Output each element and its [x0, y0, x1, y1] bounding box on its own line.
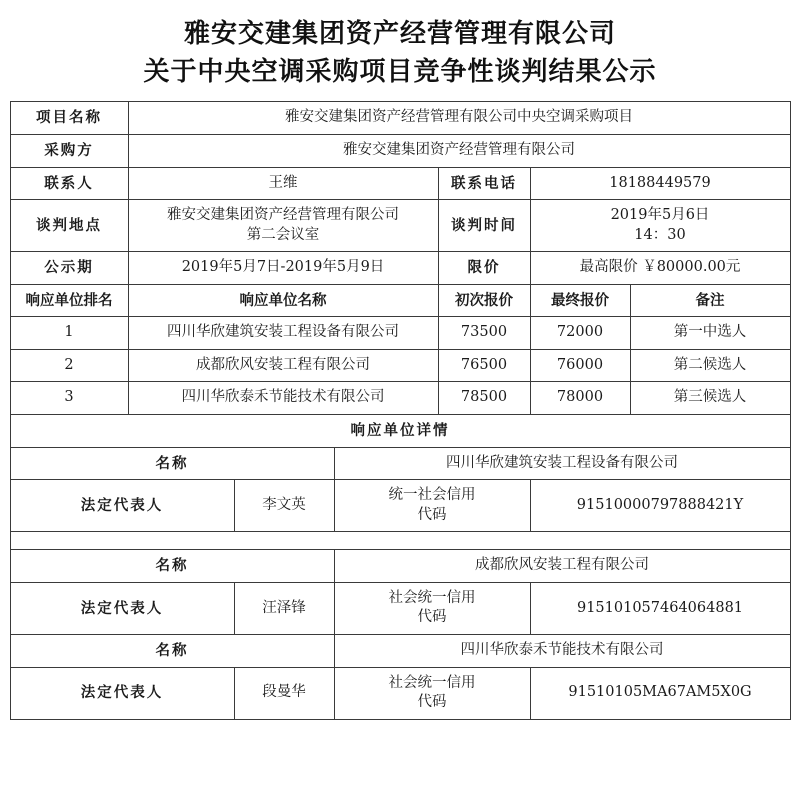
detail-legal-rep-value: 汪泽锋 [234, 582, 334, 634]
detail-name-row [10, 634, 790, 667]
detail-name-label: 名称 [10, 447, 334, 480]
time-value-line-1: 2019年5月6日 [610, 207, 710, 224]
contact-label: 联系人 [10, 167, 128, 200]
time-value-line-2: 14：30 [634, 226, 686, 243]
first-quote-cell: 78500 [438, 382, 530, 415]
final-quote-cell: 76000 [530, 349, 630, 382]
table-row [10, 349, 790, 382]
unit-name-cell: 成都欣风安装工程有限公司 [128, 349, 438, 382]
phone-label: 联系电话 [438, 167, 530, 200]
time-value [530, 200, 790, 252]
rank-cell: 2 [10, 349, 128, 382]
unit-name-cell: 四川华欣建筑安装工程设备有限公司 [128, 317, 438, 350]
title-line-1: 雅安交建集团资产经营管理有限公司 [183, 19, 616, 49]
ranking-header-unit-name: 响应单位名称 [128, 284, 438, 317]
unit-name-cell: 四川华欣泰禾节能技术有限公司 [128, 382, 438, 415]
notice-period-label: 公示期 [10, 252, 128, 285]
detail-credit-label-line-1: 社会统一信用 [388, 674, 476, 691]
price-limit-label: 限价 [438, 252, 530, 285]
detail-credit-label-line-1: 社会统一信用 [388, 589, 476, 606]
first-quote-cell: 73500 [438, 317, 530, 350]
final-quote-cell: 78000 [530, 382, 630, 415]
rank-cell: 1 [10, 317, 128, 350]
detail-credit-label [334, 480, 530, 532]
detail-name-row [10, 447, 790, 480]
detail-credit-label [334, 582, 530, 634]
purchaser-value: 雅安交建集团资产经营管理有限公司 [128, 134, 790, 167]
table-row-purchaser [10, 134, 790, 167]
table-row [10, 382, 790, 415]
title-line-2: 关于中央空调采购项目竞争性谈判结果公示 [143, 56, 657, 87]
detail-name-value: 四川华欣泰禾节能技术有限公司 [334, 634, 790, 667]
detail-spacer-cell [10, 532, 790, 550]
final-quote-cell: 72000 [530, 317, 630, 350]
price-limit-value: 最高限价 ￥80000.00元 [530, 252, 790, 285]
notice-period-value: 2019年5月7日-2019年5月9日 [128, 252, 438, 285]
purchaser-label: 采购方 [10, 134, 128, 167]
detail-credit-code: 91510105MA67AM5X0G [530, 667, 790, 719]
place-value-line-1: 雅安交建集团资产经营管理有限公司 [167, 207, 399, 224]
phone-value: 18188449579 [530, 167, 790, 200]
detail-name-label: 名称 [10, 634, 334, 667]
place-value-line-2: 第二会议室 [246, 226, 320, 243]
detail-credit-label-line-2: 代码 [417, 506, 447, 523]
first-quote-cell: 76500 [438, 349, 530, 382]
ranking-header-remark: 备注 [630, 284, 790, 317]
detail-legal-rep-value: 李文英 [234, 480, 334, 532]
table-row [10, 317, 790, 350]
detail-spacer [10, 532, 790, 550]
detail-name-label: 名称 [10, 550, 334, 583]
detail-legal-rep-row [10, 480, 790, 532]
detail-name-row [10, 550, 790, 583]
detail-credit-label-line-1: 统一社会信用 [388, 487, 476, 504]
details-section-title-row [10, 415, 790, 448]
place-label: 谈判地点 [10, 200, 128, 252]
ranking-header-first-quote: 初次报价 [438, 284, 530, 317]
detail-credit-label-line-2: 代码 [417, 694, 447, 711]
detail-credit-label-line-2: 代码 [417, 609, 447, 626]
detail-credit-code: 91510000797888421Y [530, 480, 790, 532]
detail-credit-code: 915101057464064881 [530, 582, 790, 634]
document-title [8, 10, 792, 101]
detail-name-value: 四川华欣建筑安装工程设备有限公司 [334, 447, 790, 480]
details-section-title: 响应单位详情 [10, 415, 790, 448]
detail-legal-rep-label: 法定代表人 [10, 480, 234, 532]
table-row-contact [10, 167, 790, 200]
time-label: 谈判时间 [438, 200, 530, 252]
table-row-notice-price [10, 252, 790, 285]
remark-cell: 第三候选人 [630, 382, 790, 415]
ranking-header-final-quote: 最终报价 [530, 284, 630, 317]
project-name-label: 项目名称 [10, 102, 128, 135]
detail-legal-rep-row [10, 582, 790, 634]
table-row-project-name [10, 102, 790, 135]
remark-cell: 第二候选人 [630, 349, 790, 382]
detail-name-value: 成都欣风安装工程有限公司 [334, 550, 790, 583]
detail-credit-label [334, 667, 530, 719]
announcement-table [10, 101, 791, 719]
detail-legal-rep-label: 法定代表人 [10, 582, 234, 634]
detail-legal-rep-label: 法定代表人 [10, 667, 234, 719]
project-name-value: 雅安交建集团资产经营管理有限公司中央空调采购项目 [128, 102, 790, 135]
ranking-header-rank: 响应单位排名 [10, 284, 128, 317]
rank-cell: 3 [10, 382, 128, 415]
detail-legal-rep-row [10, 667, 790, 719]
detail-legal-rep-value: 段曼华 [234, 667, 334, 719]
table-row-place-time [10, 200, 790, 252]
contact-value: 王维 [128, 167, 438, 200]
place-value [128, 200, 438, 252]
ranking-header-row [10, 284, 790, 317]
remark-cell: 第一中选人 [630, 317, 790, 350]
